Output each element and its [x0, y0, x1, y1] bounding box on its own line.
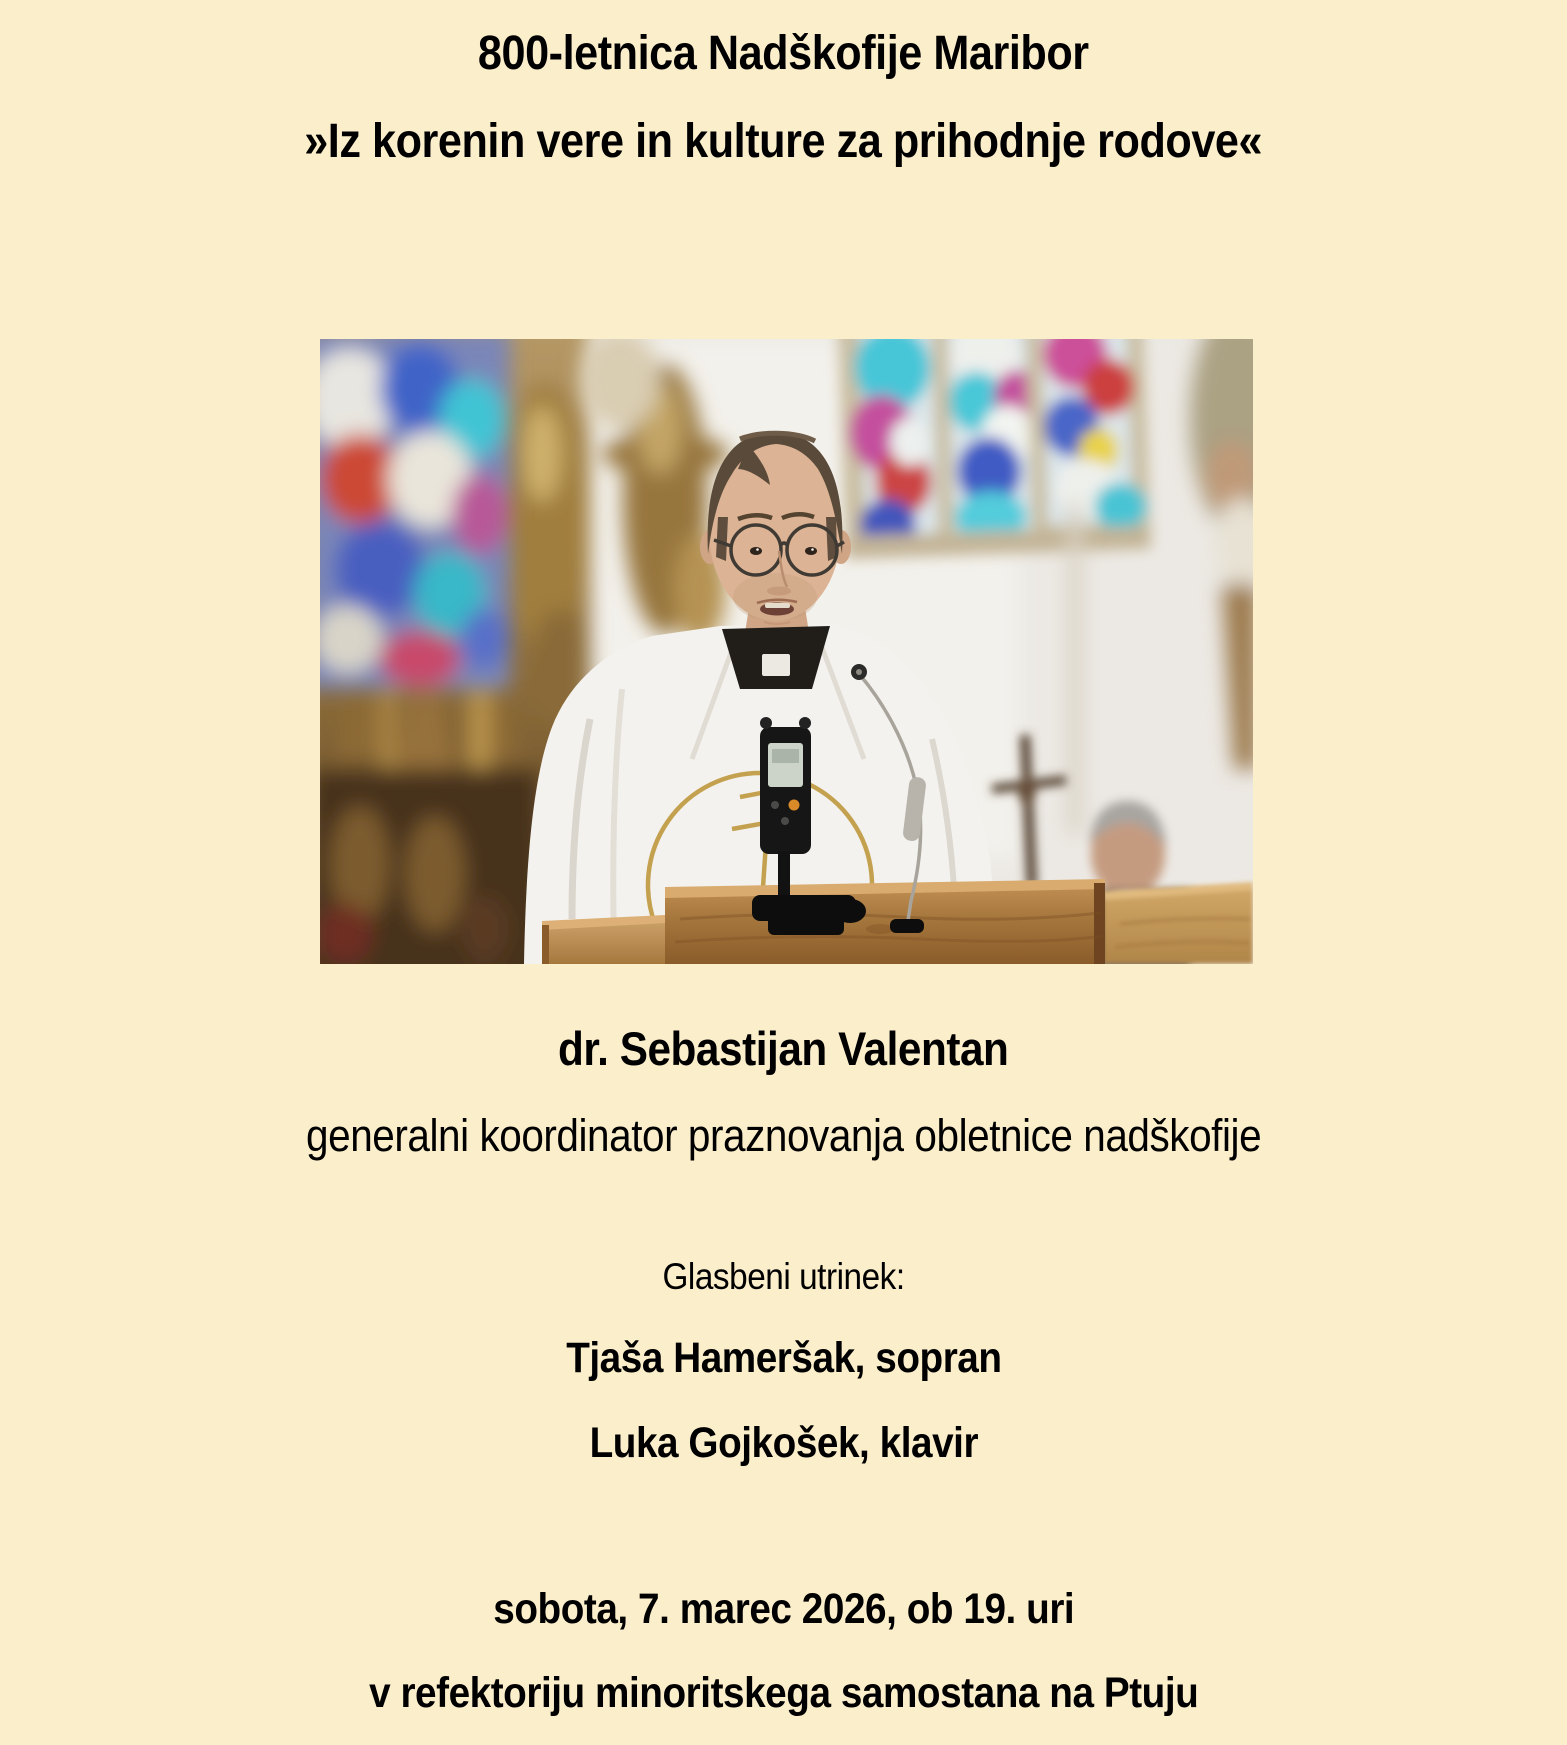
audio-recorder	[760, 717, 811, 854]
speaker-name-text: dr. Sebastijan Valentan	[558, 1022, 1009, 1075]
music-heading-text: Glasbeni utrinek:	[662, 1256, 905, 1297]
event-photo	[320, 339, 1253, 964]
stained-glass-left	[320, 339, 510, 689]
event-venue	[0, 1669, 1567, 1718]
page-title-text: 800-letnica Nadškofije Maribor	[478, 27, 1089, 80]
speaker-role-text: generalni koordinator praznovanja obletnice nadškofije	[305, 1110, 1262, 1161]
music-heading	[0, 1256, 1567, 1299]
wood-rail	[1103, 882, 1253, 964]
page-subtitle-text: »Iz korenin vere in kulture za prihodnje rodove«	[304, 115, 1263, 168]
collar-tab	[762, 654, 790, 676]
stained-glass-right	[838, 339, 1151, 559]
performer-soprano-text: Tjaša Hameršak, sopran	[565, 1334, 1002, 1382]
speaker-role	[0, 1110, 1567, 1162]
page-title	[0, 26, 1567, 81]
event-date-text: sobota, 7. marec 2026, ob 19. uri	[493, 1585, 1074, 1633]
performer-pianist	[0, 1419, 1567, 1468]
performer-soprano	[0, 1334, 1567, 1383]
event-date	[0, 1585, 1567, 1634]
event-venue-text: v refektoriju minoritskega samostana na Ptuju	[368, 1669, 1199, 1717]
performer-pianist-text: Luka Gojkošek, klavir	[589, 1419, 978, 1467]
speaker-name	[0, 1022, 1567, 1076]
page-subtitle	[0, 114, 1567, 169]
